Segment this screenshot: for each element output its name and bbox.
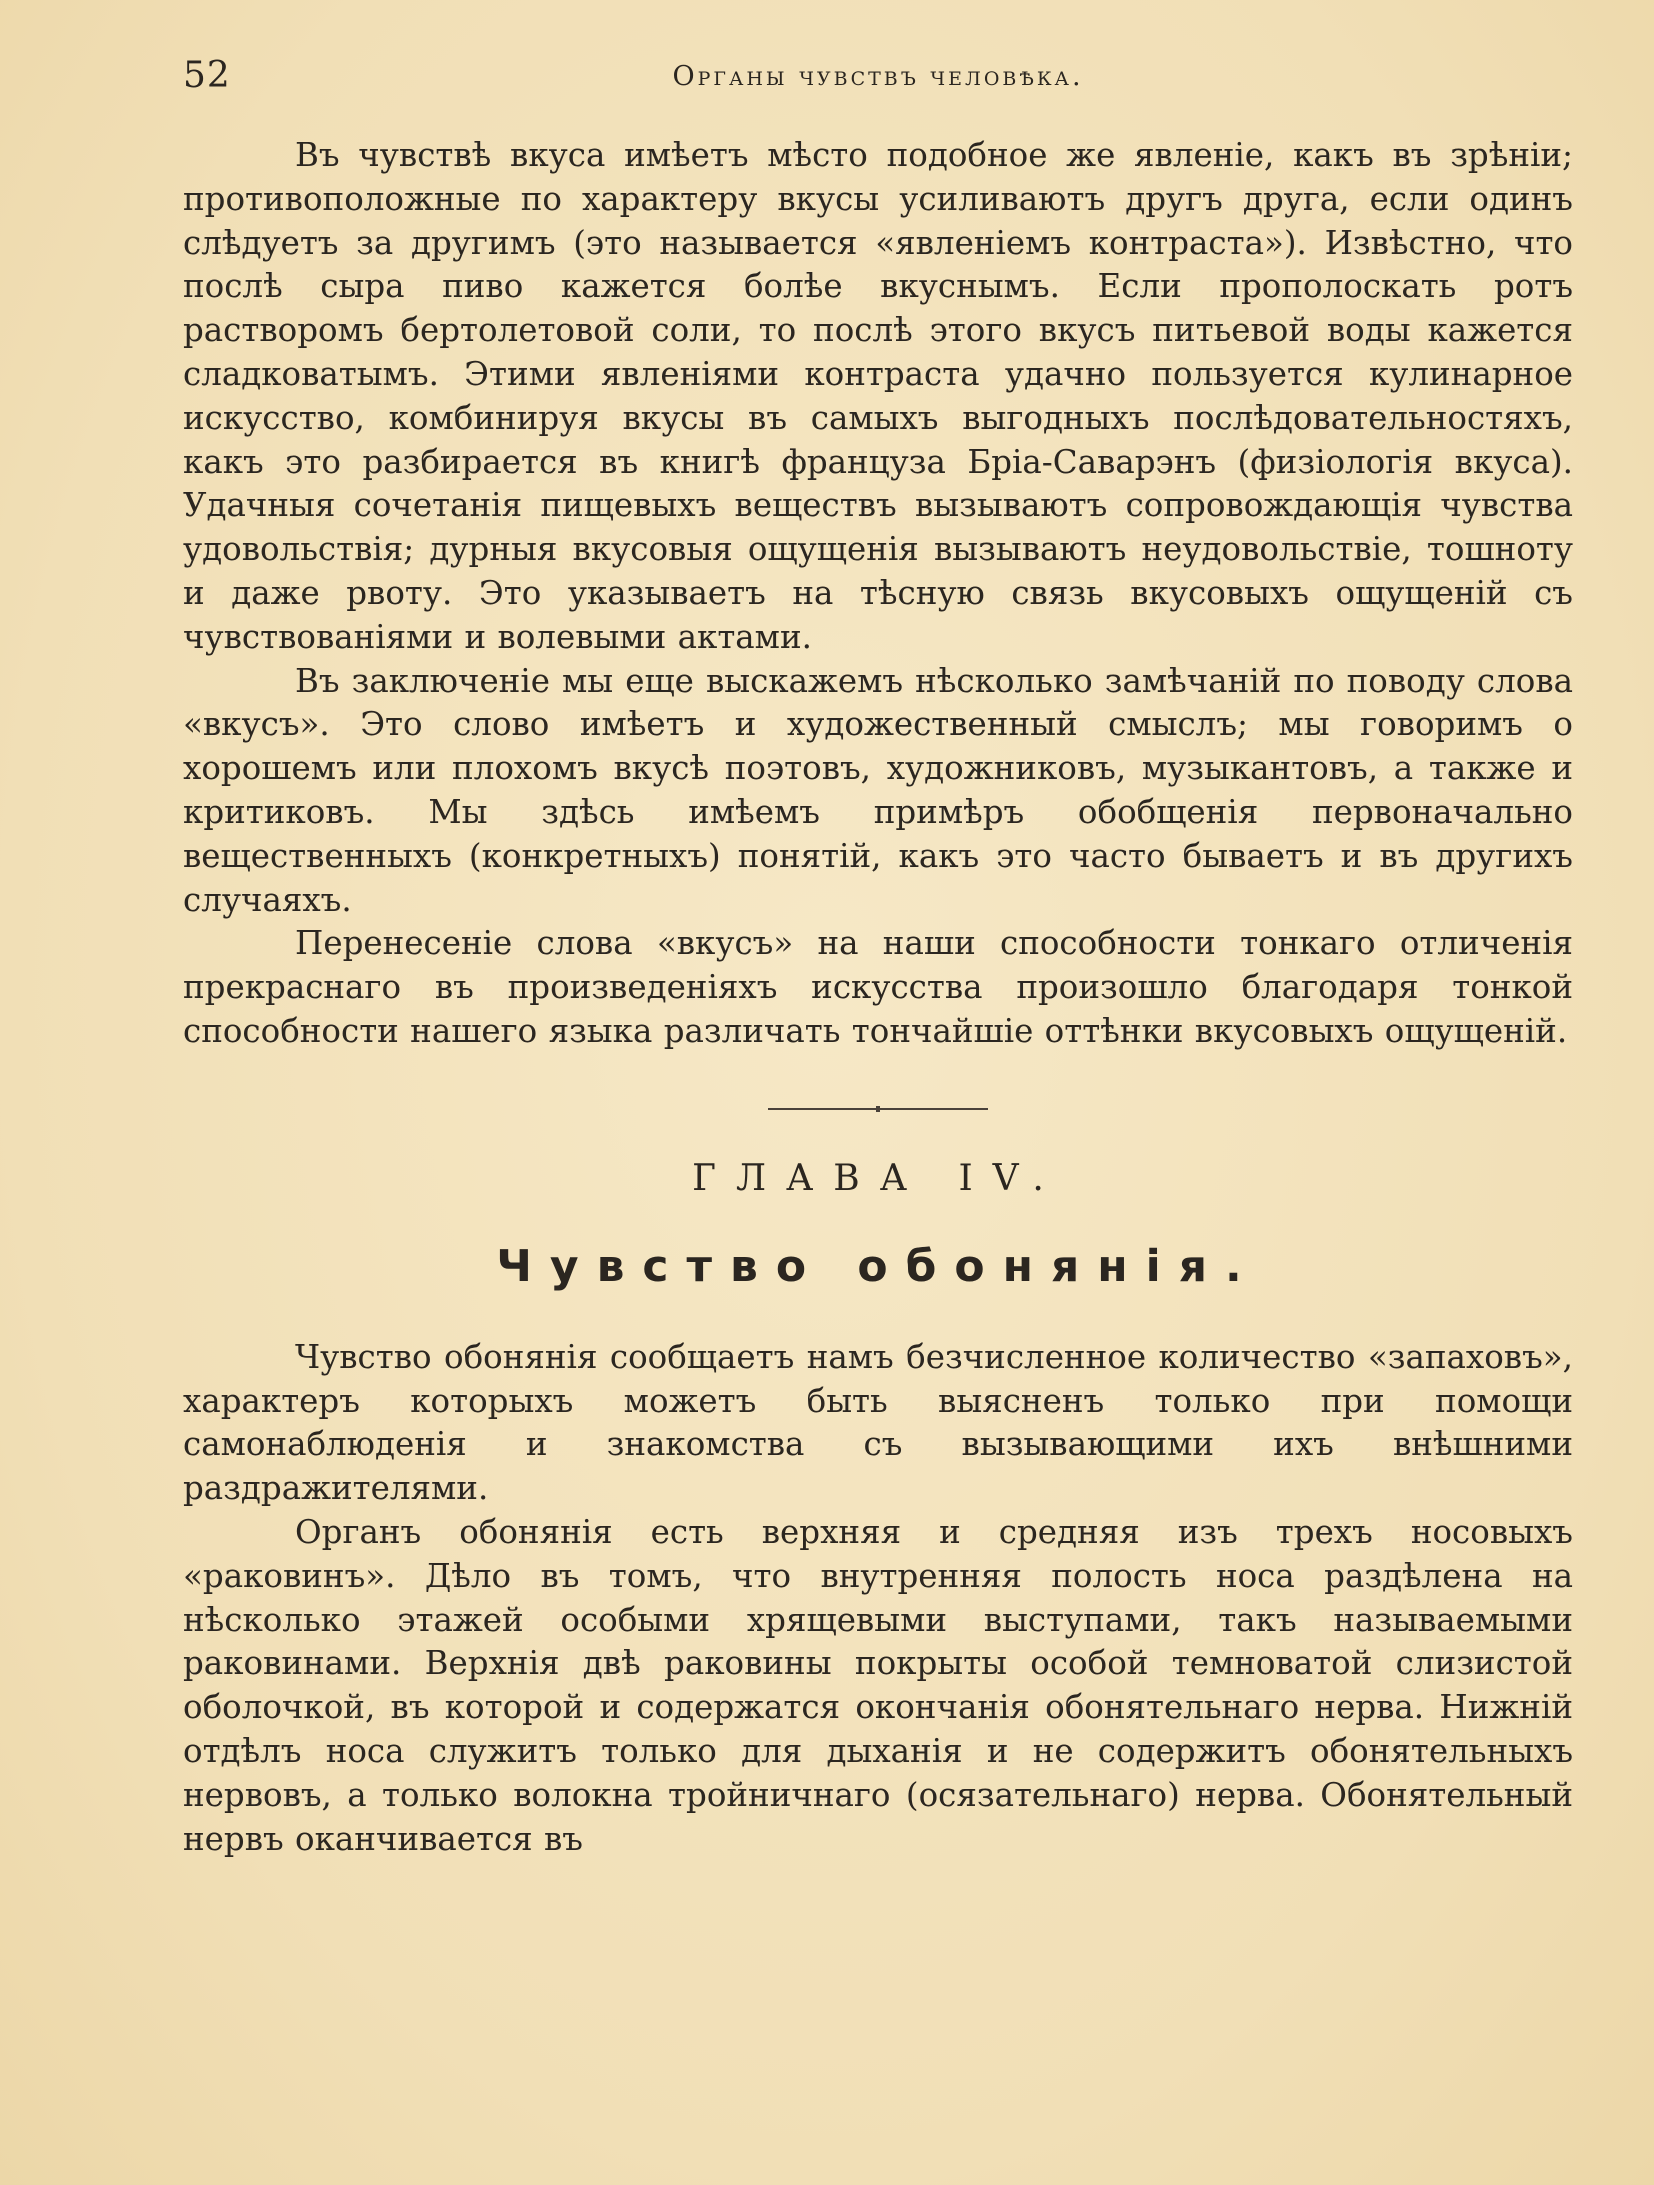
paragraph: Въ чувствѣ вкуса имѣетъ мѣсто подобное же явленіе, какъ въ зрѣніи; противоположные по характеру вкусы усиливаютъ другъ друга, если одинъ слѣдуетъ за другимъ (это называется «явленіемъ контраста»). Извѣстно, что послѣ сыра пиво кажется болѣе вкуснымъ. Если прополоскать ротъ растворомъ бертолетовой соли, то послѣ этого вкусъ питьевой воды кажется сладковатымъ. Этими явленіями контраста удачно пользуется кулинарное искусство, комбинируя вкусы въ самыхъ выгодныхъ послѣдовательностяхъ, какъ это разбирается въ книгѣ француза Бріа-Саварэнъ (физіологія вкуса). Удачныя сочетанія пищевыхъ веществъ вызываютъ сопровождающія чувства удовольствія; дурныя вкусовыя ощущенія вызываютъ неудовольствіе, тошноту и даже рвоту. Это указываетъ на тѣсную связь вкусовыхъ ощущеній съ чувствованіями и волевыми актами. [183, 136, 1573, 656]
page-header [183, 55, 1573, 105]
paragraph: Чувство обонянія сообщаетъ намъ безчисленное количество «запаховъ», характеръ которыхъ можетъ быть выясненъ только при помощи самонаблюденія и знакомства съ вызывающими ихъ внѣшними раздражителями. [183, 1337, 1573, 1508]
section-divider [768, 1106, 988, 1112]
chapter-label: ГЛАВА IV. [692, 1157, 1064, 1199]
paragraph: Въ заключеніе мы еще выскажемъ нѣсколько замѣчаній по поводу слова «вкусъ». Это слово имѣетъ и художественный смыслъ; мы говоримъ о хорошемъ или плохомъ вкусѣ поэтовъ, художниковъ, музыкантовъ, а также и критиковъ. Мы здѣсь имѣемъ примѣръ обобщенія первоначально вещественныхъ (конкретныхъ) понятій, какъ это часто бываетъ и въ другихъ случаяхъ. [183, 661, 1573, 919]
divider-center-mark [876, 1106, 880, 1112]
running-title: Органы чувствъ человѣка. [672, 61, 1084, 92]
paragraph: Органъ обонянія есть верхняя и средняя изъ трехъ носовыхъ «раковинъ». Дѣло въ томъ, что внутренняя полость носа раздѣлена на нѣсколько этажей особыми хрящевыми выступами, такъ называемыми раковинами. Верхнія двѣ раковины покрыты особой темноватой слизистой оболочкой, въ которой и содержатся окончанія обонятельнаго нерва. Нижній отдѣлъ носа служитъ только для дыханія и не содержитъ обонятельныхъ нервовъ, а только волокна тройничнаго (осязательнаго) нерва. Обонятельный нервъ оканчивается въ [183, 1512, 1573, 1858]
page-content [183, 134, 1573, 1861]
chapter-title: Чувство обонянія. [496, 1240, 1260, 1292]
paragraph: Перенесеніе слова «вкусъ» на наши способности тонкаго отличенія прекраснаго въ произведеніяхъ искусства произошло благодаря тонкой способности нашего языка различать тончайшіе оттѣнки вкусовыхъ ощущеній. [183, 924, 1573, 1050]
page-number: 52 [183, 55, 231, 96]
